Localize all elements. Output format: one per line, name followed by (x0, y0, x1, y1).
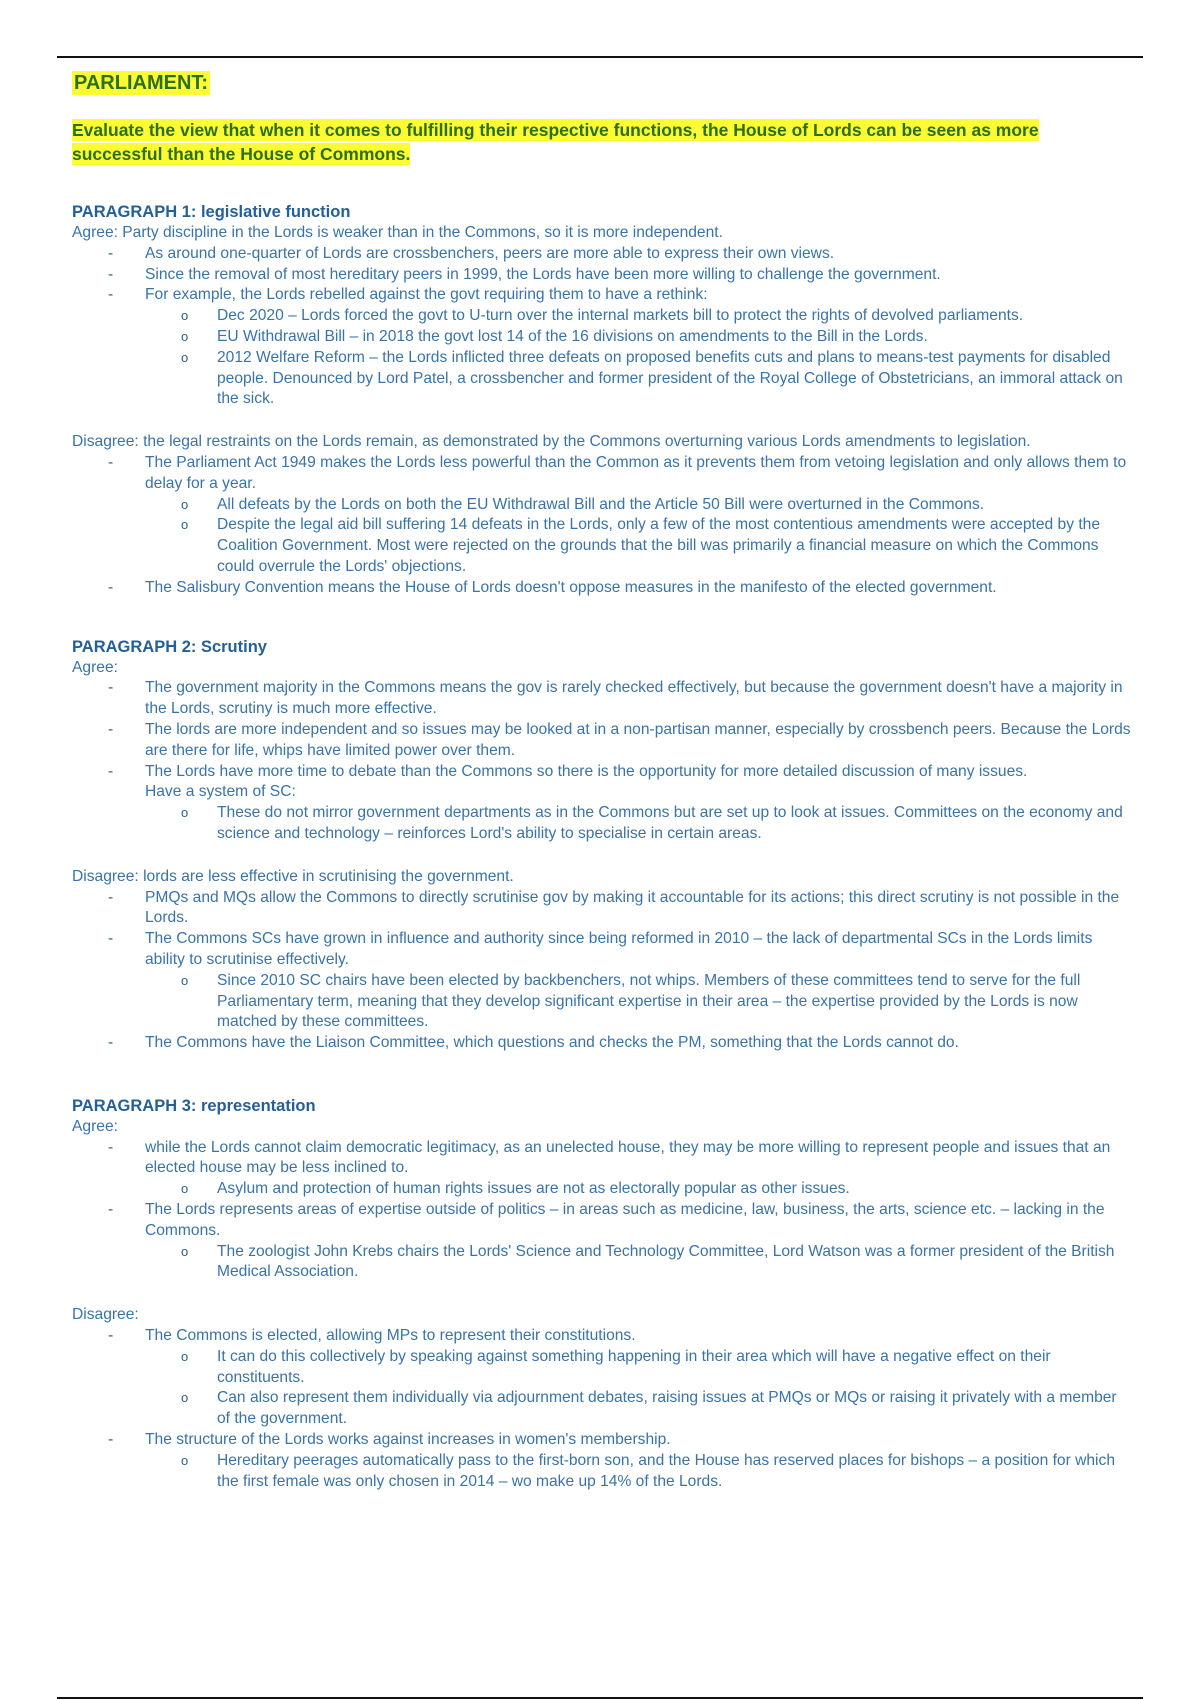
paragraph-heading: PARAGRAPH 2: Scrutiny (72, 637, 267, 656)
list-item (72, 678, 1132, 720)
paragraph-heading: PARAGRAPH 3: representation (72, 1096, 316, 1115)
agree-intro: Agree: (72, 658, 118, 676)
list-item (72, 1033, 1132, 1054)
bullet-text: Hereditary peerages automatically pass to the first-born son, and the House has reserved places for bishops – a position for which the first female was only chosen in 2014 – wo make up 14% of the Lords. (217, 1451, 1115, 1490)
sub-list-item (145, 495, 1132, 516)
sub-list (145, 803, 1132, 845)
bottom-rule (57, 1697, 1143, 1699)
bullet-text: The zoologist John Krebs chairs the Lords' Science and Technology Committee, Lord Watson was a former president of the British Medical Association. (217, 1242, 1115, 1281)
disagree-intro: Disagree: (72, 1306, 139, 1324)
paragraph-3 (72, 1096, 1132, 1493)
sub-list-item (145, 515, 1132, 577)
bullet-text: Since 2010 SC chairs have been elected by backbenchers, not whips. Members of these committees tend to serve for the full Parliamentary term, meaning that they develop significant expertise in their area – the expertise provided by the Lords is now matched by these committees. (217, 971, 1081, 1031)
list-item (72, 782, 1132, 844)
bullet-text: The Commons SCs have grown in influence and authority since being reformed in 2010 – the lack of departmental SCs in the Lords limits ability to scrutinise effectively. (145, 930, 1093, 968)
sub-list-item (145, 1388, 1132, 1430)
document-body (72, 70, 1132, 1530)
list-item (72, 285, 1132, 410)
bullet-text: The Commons is elected, allowing MPs to represent their constitutions. (145, 1327, 636, 1345)
sub-list-item (145, 971, 1132, 1033)
bullet-text: The Salisbury Convention means the House of Lords doesn't oppose measures in the manifesto of the elected government. (145, 578, 997, 596)
list-item (72, 720, 1132, 762)
sub-list (145, 1347, 1132, 1430)
bullet-text: The Parliament Act 1949 makes the Lords less powerful than the Common as it prevents them from vetoing legislation and only allows them to delay for a year. (145, 453, 1127, 492)
list-item (72, 265, 1132, 286)
paragraph-1 (72, 202, 1132, 599)
bullet-text: These do not mirror government departments as in the Commons but are set up to look at issues. Committees on the economy and science and technology – reinforces Lord's ability to specialise in certain areas. (217, 804, 1123, 842)
disagree-intro: Disagree: lords are less effective in scrutinising the government. (72, 867, 514, 885)
list-item (72, 929, 1132, 1033)
sub-list (145, 306, 1132, 410)
list-item (72, 1200, 1132, 1283)
bullet-text: The government majority in the Commons means the gov is rarely checked effectively, but because the government doesn't have a majority in the Lords, scrutiny is much more effective. (145, 679, 1123, 718)
bullet-text: Can also represent them individually via adjournment debates, raising issues at PMQs or MQs or raising it privately with a member of the government. (217, 1389, 1117, 1428)
bullet-text: while the Lords cannot claim democratic legitimacy, as an unelected house, they may be more willing to represent people and issues that an elected house may be less inclined to. (145, 1138, 1111, 1177)
sub-list-item (145, 306, 1132, 327)
list-item (72, 578, 1132, 599)
bullet-text: 2012 Welfare Reform – the Lords inflicted three defeats on proposed benefits cuts and plans to means-test payments for disabled people. Denounced by Lord Patel, a crossbencher and former president of the Royal College of Obstetricians, an immoral attack on the sick. (217, 348, 1123, 408)
bullet-text: The Lords represents areas of expertise outside of politics – in areas such as medicine, law, business, the arts, science etc. – lacking in the Commons. (145, 1201, 1105, 1239)
bullet-text: All defeats by the Lords on both the EU Withdrawal Bill and the Article 50 Bill were overturned in the Commons. (217, 495, 985, 513)
bullet-text: Despite the legal aid bill suffering 14 defeats in the Lords, only a few of the most contentious amendments were accepted by the Coalition Government. Most were rejected on the grounds that the bill was primarily a financial measure on which the Commons could overrule the Lords' objections. (217, 516, 1101, 575)
disagree-intro: Disagree: the legal restraints on the Lords remain, as demonstrated by the Commons overturning various Lords amendments to legislation. (72, 433, 1031, 451)
paragraph-heading: PARAGRAPH 1: legislative function (72, 203, 351, 221)
bullet-text: Have a system of SC: (145, 783, 296, 801)
bullet-text: The lords are more independent and so issues may be looked at in a non-partisan manner, especially by crossbench peers. Because the Lords are there for life, whips have limited power over them. (145, 720, 1131, 759)
list-item (72, 1430, 1132, 1492)
list-item (72, 453, 1132, 578)
sub-list-item (145, 327, 1132, 348)
sub-list-item (145, 1451, 1132, 1493)
disagree-list (72, 453, 1132, 599)
sub-list-item (145, 803, 1132, 845)
agree-list (72, 678, 1132, 844)
essay-question: Evaluate the view that when it comes to fulfilling their respective functions, the House of Lords can be seen as more successful than the House of Commons. (72, 120, 1039, 164)
bullet-text: The Lords have more time to debate than the Commons so there is the opportunity for more detailed discussion of many issues. (145, 762, 1028, 780)
list-item (72, 762, 1132, 783)
bullet-text: Dec 2020 – Lords forced the govt to U-turn over the internal markets bill to protect the rights of devolved parliaments. (217, 307, 1024, 325)
sub-list-item (145, 1347, 1132, 1389)
bullet-text: EU Withdrawal Bill – in 2018 the govt lost 14 of the 16 divisions on amendments to the Bill in the Lords. (217, 327, 928, 345)
sub-list (145, 495, 1132, 578)
sub-list (145, 971, 1132, 1033)
disagree-list (72, 1326, 1132, 1492)
bullet-text: It can do this collectively by speaking against something happening in their area which will have a negative effect on their constituents. (217, 1347, 1051, 1386)
agree-intro: Agree: (72, 1117, 118, 1135)
bullet-text: For example, the Lords rebelled against the govt requiring them to have a rethink: (145, 286, 708, 304)
sub-list (145, 1179, 1132, 1200)
list-item (72, 888, 1132, 930)
paragraph-2 (72, 637, 1132, 1054)
list-item (72, 244, 1132, 265)
agree-list (72, 1138, 1132, 1284)
sub-list (145, 1451, 1132, 1493)
bullet-text: As around one-quarter of Lords are crossbenchers, peers are more able to express their own views. (145, 244, 835, 262)
sub-list (145, 1242, 1132, 1284)
sub-list-item (145, 1242, 1132, 1284)
disagree-list (72, 888, 1132, 1054)
bullet-text: The structure of the Lords works against increases in women's membership. (145, 1431, 671, 1449)
bullet-text: PMQs and MQs allow the Commons to directly scrutinise gov by making it accountable for its actions; this direct scrutiny is not possible in the Lords. (145, 888, 1120, 927)
list-item (72, 1138, 1132, 1200)
bullet-text: The Commons have the Liaison Committee, which questions and checks the PM, something that the Lords cannot do. (145, 1034, 959, 1052)
page-title: PARLIAMENT: (74, 72, 209, 94)
bullet-text: Asylum and protection of human rights issues are not as electorally popular as other issues. (217, 1180, 850, 1198)
bullet-text: Since the removal of most hereditary peers in 1999, the Lords have been more willing to challenge the government. (145, 265, 941, 283)
agree-list (72, 244, 1132, 410)
agree-intro: Agree: Party discipline in the Lords is weaker than in the Commons, so it is more independent. (72, 224, 723, 241)
sub-list-item (145, 1179, 1132, 1200)
sub-list-item (145, 348, 1132, 410)
top-rule (57, 56, 1143, 58)
list-item (72, 1326, 1132, 1430)
